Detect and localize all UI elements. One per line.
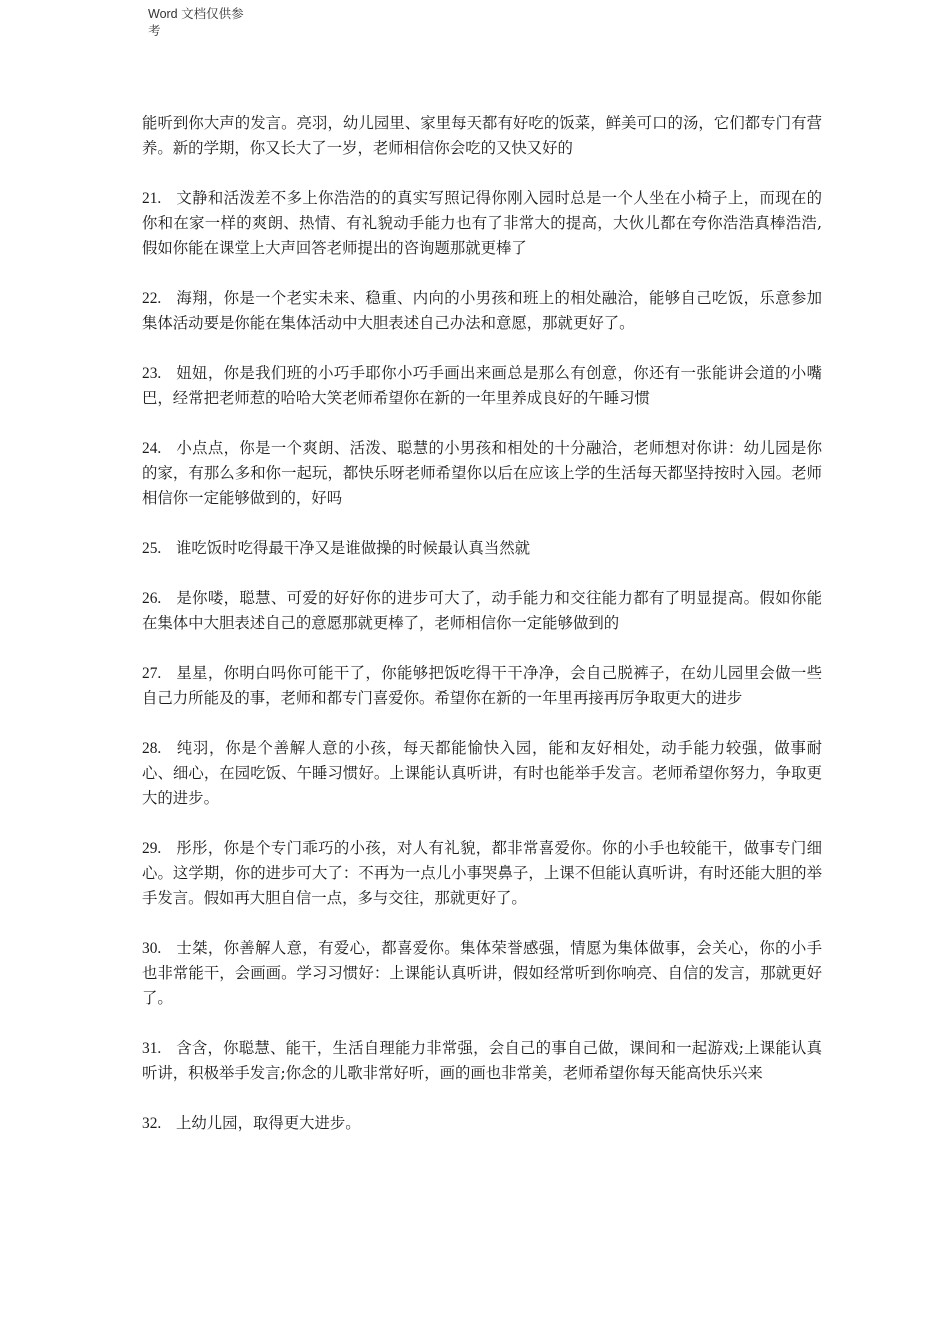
item-text: 士桀，你善解人意，有爱心，都喜爱你。集体荣誉感强，情愿为集体做事，会关心，你的小手也非常能干，会画画。学习习惯好：上课能认真听讲，假如经常听到你响亮、自信的发言，那就更好了。 [142,939,822,1007]
item-text: 妞妞，你是我们班的小巧手耶你小巧手画出来画总是那么有创意，你还有一张能讲会道的小嘴巴，经常把老师惹的哈哈大笑老师希望你在新的一年里养成良好的午睡习惯 [142,364,822,407]
item-number: 32. [142,1115,162,1132]
item-number: 27. [142,665,162,682]
item-text: 纯羽，你是个善解人意的小孩，每天都能愉快入园，能和友好相处，动手能力较强，做事耐心、细心，在园吃饭、午睡习惯好。上课能认真听讲，有时也能举手发言。老师希望你努力，争取更大的进步。 [142,739,822,807]
item-text: 谁吃饭时吃得最干净又是谁做操的时候最认真当然就 [176,539,530,557]
header-line-2: 考 [148,24,161,38]
item-text: 含含，你聪慧、能干，生活自理能力非常强，会自己的事自己做，课间和一起游戏;上课能认真听讲，积极举手发言;你念的儿歌非常好听，画的画也非常美，老师希望你每天能高快乐兴来 [142,1039,822,1082]
item-number: 28. [142,740,162,757]
item-number: 29. [142,840,162,857]
list-item-31 [142,1036,822,1086]
item-text: 海翔，你是一个老实未来、稳重、内向的小男孩和班上的相处融洽，能够自己吃饭，乐意参加集体活动要是你能在集体活动中大胆表述自己办法和意愿，那就更好了。 [142,289,822,332]
item-number: 31. [142,1040,162,1057]
list-item-29 [142,836,822,911]
list-item-23 [142,361,822,411]
document-header-note [148,6,268,40]
item-number: 25. [142,540,162,557]
item-text: 星星，你明白吗你可能干了，你能够把饭吃得干干净净，会自己脱裤子，在幼儿园里会做一些自己力所能及的事，老师和都专门喜爱你。希望你在新的一年里再接再厉争取更大的进步 [142,664,822,707]
item-text: 小点点，你是一个爽朗、活泼、聪慧的小男孩和相处的十分融洽，老师想对你讲：幼儿园是你的家，有那么多和你一起玩，都快乐呀老师希望你以后在应该上学的生活每天都坚持按时入园。老师相信你一定能够做到的，好吗 [142,439,822,507]
list-item-27 [142,661,822,711]
item-number: 22. [142,290,162,307]
item-number: 21. [142,190,162,207]
list-item-26 [142,586,822,636]
list-item-30 [142,936,822,1011]
item-text: 彤彤，你是个专门乖巧的小孩，对人有礼貌，都非常喜爱你。你的小手也较能干，做事专门细心。这学期，你的进步可大了：不再为一点儿小事哭鼻子，上课不但能认真听讲，有时还能大胆的举手发言。假如再大胆自信一点，多与交往，那就更好了。 [142,839,822,907]
paragraph-text: 能听到你大声的发言。亮羽，幼儿园里、家里每天都有好吃的饭菜，鲜美可口的汤，它们都专门有营养。新的学期，你又长大了一岁，老师相信你会吃的又快又好的 [142,114,822,157]
item-number: 26. [142,590,162,607]
document-body [142,111,822,1161]
item-text: 上幼儿园，取得更大进步。 [176,1114,361,1132]
list-item-25 [142,536,822,561]
header-line-1: Word 文档仅供参 [148,7,244,21]
list-item-22 [142,286,822,336]
list-item-32 [142,1111,822,1136]
item-text: 是你喽，聪慧、可爱的好好你的进步可大了，动手能力和交往能力都有了明显提高。假如你能在集体中大胆表述自己的意愿那就更棒了，老师相信你一定能够做到的 [142,589,822,632]
list-item-24 [142,436,822,511]
item-number: 23. [142,365,162,382]
list-item-28 [142,736,822,811]
item-text: 文静和活泼差不多上你浩浩的的真实写照记得你刚入园时总是一个人坐在小椅子上，而现在的你和在家一样的爽朗、热情、有礼貌动手能力也有了非常大的提高，大伙儿都在夸你浩浩真棒浩浩,假如你能在课堂上大声回答老师提出的咨询题那就更棒了 [142,189,822,257]
item-number: 24. [142,440,162,457]
paragraph-continuation [142,111,822,161]
list-item-21 [142,186,822,261]
item-number: 30. [142,940,162,957]
